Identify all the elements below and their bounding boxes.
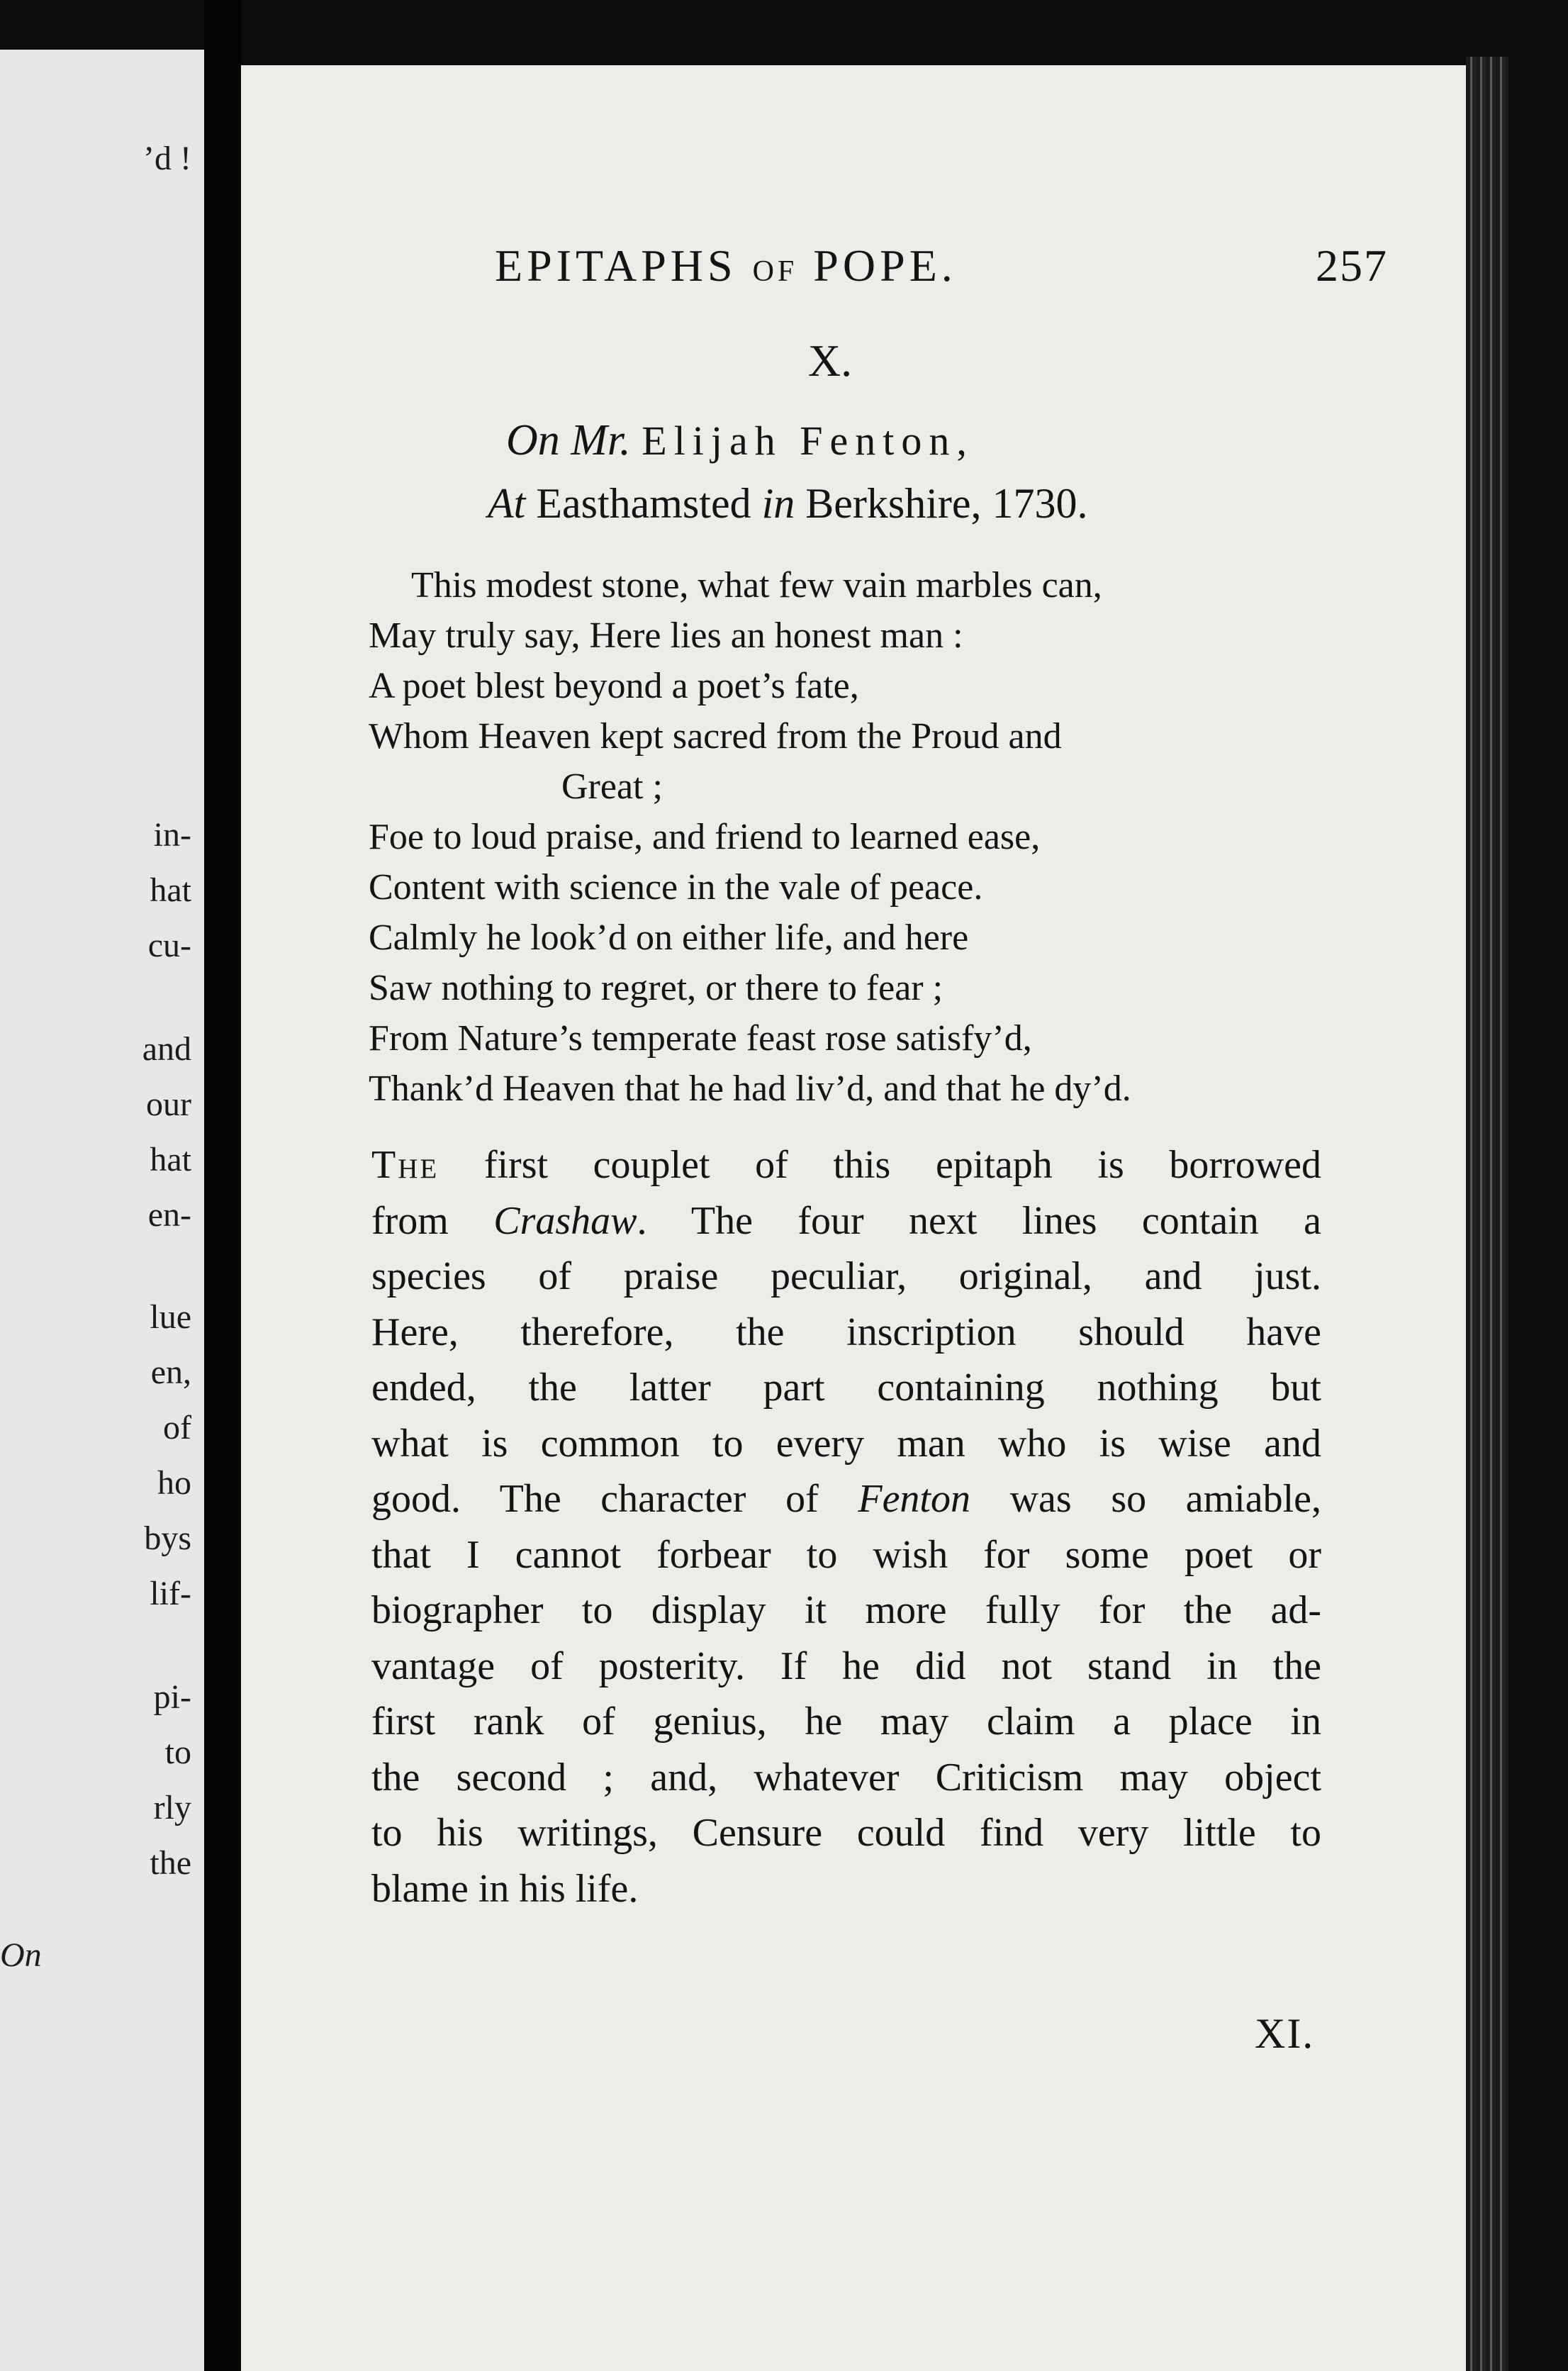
fragment-text: cu- <box>147 927 191 964</box>
catchword: XI. <box>1255 2010 1315 2057</box>
fragment-text: hat <box>150 871 191 909</box>
poem-line: Whom Heaven kept sacred from the Proud and <box>369 716 1062 757</box>
poem-line: From Nature’s temperate feast rose satisfy’d, <box>369 1018 1032 1059</box>
prose-italic-name: Crashaw <box>493 1198 637 1243</box>
prose-line: Here, therefore, the inscription should have <box>371 1310 1321 1354</box>
prose-line: ended, the latter part containing nothing but <box>371 1366 1321 1410</box>
fragment-text: of <box>163 1409 191 1446</box>
prose-text: first couplet of this epitaph is borrowed <box>439 1143 1321 1187</box>
heading-in: in <box>761 480 795 527</box>
prose-line: biographer to display it more fully for the ad- <box>371 1588 1321 1632</box>
heading-name: Elijah Fenton, <box>642 418 974 464</box>
commentary-paragraph <box>371 1137 1321 1917</box>
prose-line <box>371 1137 1321 1193</box>
heading-county-year: Berkshire, 1730. <box>805 480 1088 527</box>
previous-page-fragment <box>0 50 204 2371</box>
epitaph-heading <box>506 415 974 466</box>
fragment-text: lue <box>150 1298 191 1336</box>
poem-line: A poet blest beyond a poet’s fate, <box>369 666 859 706</box>
poem-line: This modest stone, what few vain marbles can, <box>411 565 1102 606</box>
fragment-text: pi- <box>153 1678 191 1716</box>
fragment-text: our <box>146 1086 191 1123</box>
fragment-text: the <box>150 1844 191 1882</box>
fragment-text: ho <box>157 1464 191 1502</box>
page-edges <box>1466 57 1508 2371</box>
prose-text: was so amiable, <box>970 1477 1321 1521</box>
prose-text: from <box>371 1198 494 1243</box>
running-title <box>495 240 957 292</box>
page-number: 257 <box>1316 240 1388 291</box>
poem-line: Saw nothing to regret, or there to fear ; <box>369 968 943 1008</box>
prose-line: species of praise peculiar, original, and just. <box>371 1254 1321 1298</box>
running-title-of: OF <box>752 255 798 288</box>
poem-line: Content with science in the vale of peace. <box>369 867 983 908</box>
heading-place: Easthamsted <box>536 480 751 527</box>
fragment-text: en, <box>150 1354 191 1391</box>
prose-line: first rank of genius, he may claim a place in <box>371 1700 1321 1744</box>
fragment-text: ’d ! <box>143 140 191 177</box>
running-title-main: EPITAPHS <box>495 240 737 291</box>
fragment-text: to <box>164 1734 191 1771</box>
prose-line <box>371 1193 1321 1249</box>
prose-line: to his writings, Censure could find very little to <box>371 1811 1321 1855</box>
prose-line: what is common to every man who is wise and <box>371 1421 1321 1466</box>
prose-text: good. The character of <box>371 1477 858 1521</box>
prose-line: vantage of posterity. If he did not stand in the <box>371 1644 1321 1688</box>
heading-mr: Mr. <box>571 416 631 464</box>
poem-line: Thank’d Heaven that he had liv’d, and that he dy’d. <box>369 1069 1131 1109</box>
heading-on: On <box>506 416 560 464</box>
prose-line: that I cannot forbear to wish for some poet or <box>371 1532 1321 1577</box>
fragment-text: bys <box>144 1519 191 1557</box>
running-title-end: POPE. <box>813 240 957 291</box>
heading-at: At <box>488 480 526 527</box>
fragment-text: rly <box>153 1789 191 1826</box>
epitaph-poem <box>369 560 1361 1114</box>
fragment-text: hat <box>150 1141 191 1178</box>
poem-line: May truly say, Here lies an honest man : <box>369 615 963 656</box>
fragment-text: in- <box>153 816 191 854</box>
prose-italic-name: Fenton <box>858 1477 970 1521</box>
fragment-text: and <box>142 1030 191 1068</box>
opening-word: The <box>371 1143 439 1187</box>
prose-line: blame in his life. <box>371 1866 639 1911</box>
fragment-text: en- <box>147 1196 191 1234</box>
prose-line: the second ; and, whatever Criticism may object <box>371 1755 1321 1800</box>
fragment-text: lif- <box>150 1575 191 1612</box>
poem-line: Calmly he look’d on either life, and here <box>369 917 969 958</box>
fragment-catchword: On <box>0 1936 42 1974</box>
poem-line: Foe to loud praise, and friend to learned ease, <box>369 817 1041 857</box>
prose-line <box>371 1471 1321 1527</box>
prose-text: . The four next lines contain a <box>637 1198 1321 1243</box>
running-head <box>495 240 1388 296</box>
poem-line: Great ; <box>561 766 663 807</box>
section-number: X. <box>807 335 853 386</box>
epitaph-subheading <box>488 479 1088 528</box>
